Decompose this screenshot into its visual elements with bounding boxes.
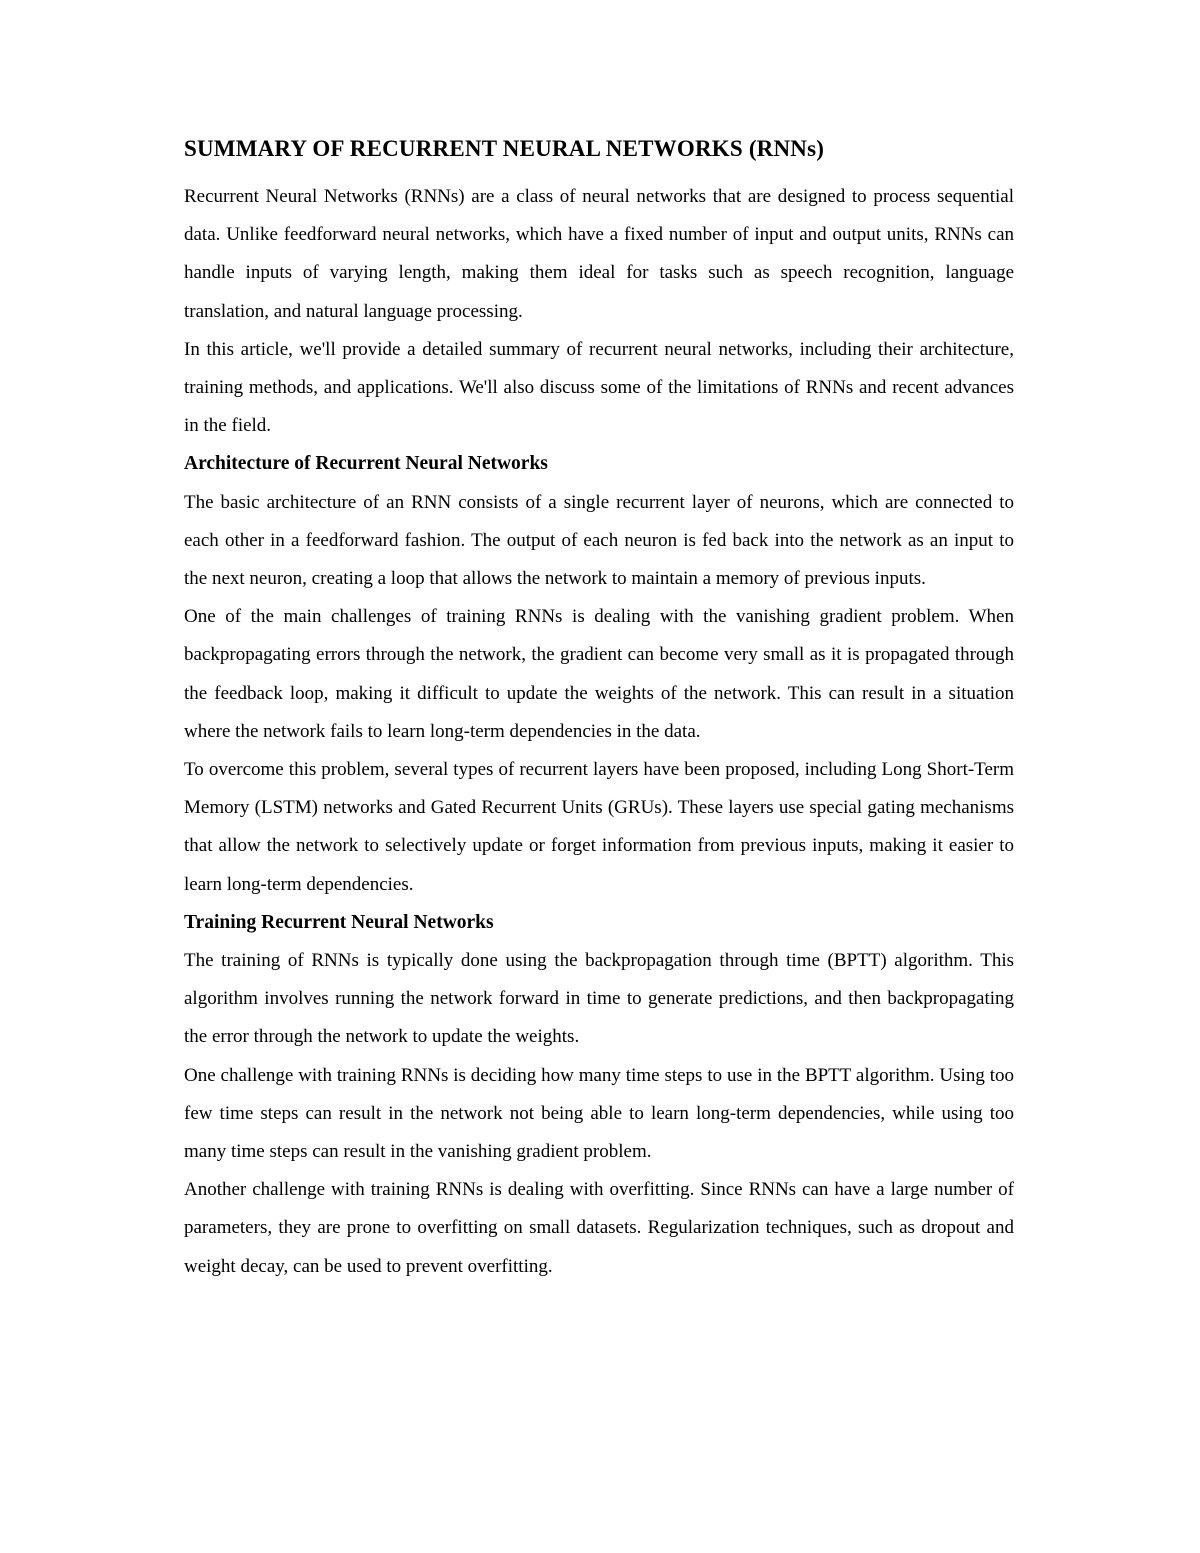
- architecture-paragraph-3: To overcome this problem, several types of recurrent layers have been proposed, including Long Short-Term Memory (LSTM) networks and Gated Recurrent Units (GRUs). These layers use special gating mechanisms that allow the network to selectively update or forget information from previous inputs, making it easier to learn long-term dependencies.: [184, 759, 1014, 895]
- architecture-paragraph-2: One of the main challenges of training RNNs is dealing with the vanishing gradient problem. When backpropagating errors through the network, the gradient can become very small as it is propagated through the feedback loop, making it difficult to update the weights of the network. This can result in a situation where the network fails to learn long-term dependencies in the data.: [184, 606, 1014, 742]
- section-heading-training: Training Recurrent Neural Networks: [184, 911, 494, 933]
- architecture-paragraph-1: The basic architecture of an RNN consists of a single recurrent layer of neurons, which are connected to each other in a feedforward fashion. The output of each neuron is fed back into the network as an input to the next neuron, creating a loop that allows the network to maintain a memory of previous inputs.: [184, 491, 1014, 590]
- training-paragraph-3: Another challenge with training RNNs is dealing with overfitting. Since RNNs can have a large number of parameters, they are prone to overfitting on small datasets. Regularization techniques, such as dropout and weight decay, can be used to prevent overfitting.: [184, 1179, 1014, 1277]
- intro-paragraph-1: Recurrent Neural Networks (RNNs) are a class of neural networks that are designed to process sequential data. Unlike feedforward neural networks, which have a fixed number of input and output units, RNNs can handle inputs of varying length, making them ideal for tasks such as speech recognition, language translation, and natural language processing.: [184, 186, 1014, 322]
- training-paragraph-2: One challenge with training RNNs is deciding how many time steps to use in the BPTT algorithm. Using too few time steps can result in the network not being able to learn long-term dependencies, while using too many time steps can result in the vanishing gradient problem.: [184, 1064, 1014, 1163]
- training-paragraph-1: The training of RNNs is typically done using the backpropagation through time (BPTT) algorithm. This algorithm involves running the network forward in time to generate predictions, and then backpropagating the error through the network to update the weights.: [184, 950, 1014, 1048]
- document-title: SUMMARY OF RECURRENT NEURAL NETWORKS (RNNs): [184, 136, 825, 161]
- document-page: [184, 130, 1014, 1286]
- section-heading-architecture: Architecture of Recurrent Neural Networks: [184, 453, 548, 475]
- intro-paragraph-2: In this article, we'll provide a detailed summary of recurrent neural networks, including their architecture, training methods, and applications. We'll also discuss some of the limitations of RNNs and recent advances in the field.: [184, 338, 1014, 437]
